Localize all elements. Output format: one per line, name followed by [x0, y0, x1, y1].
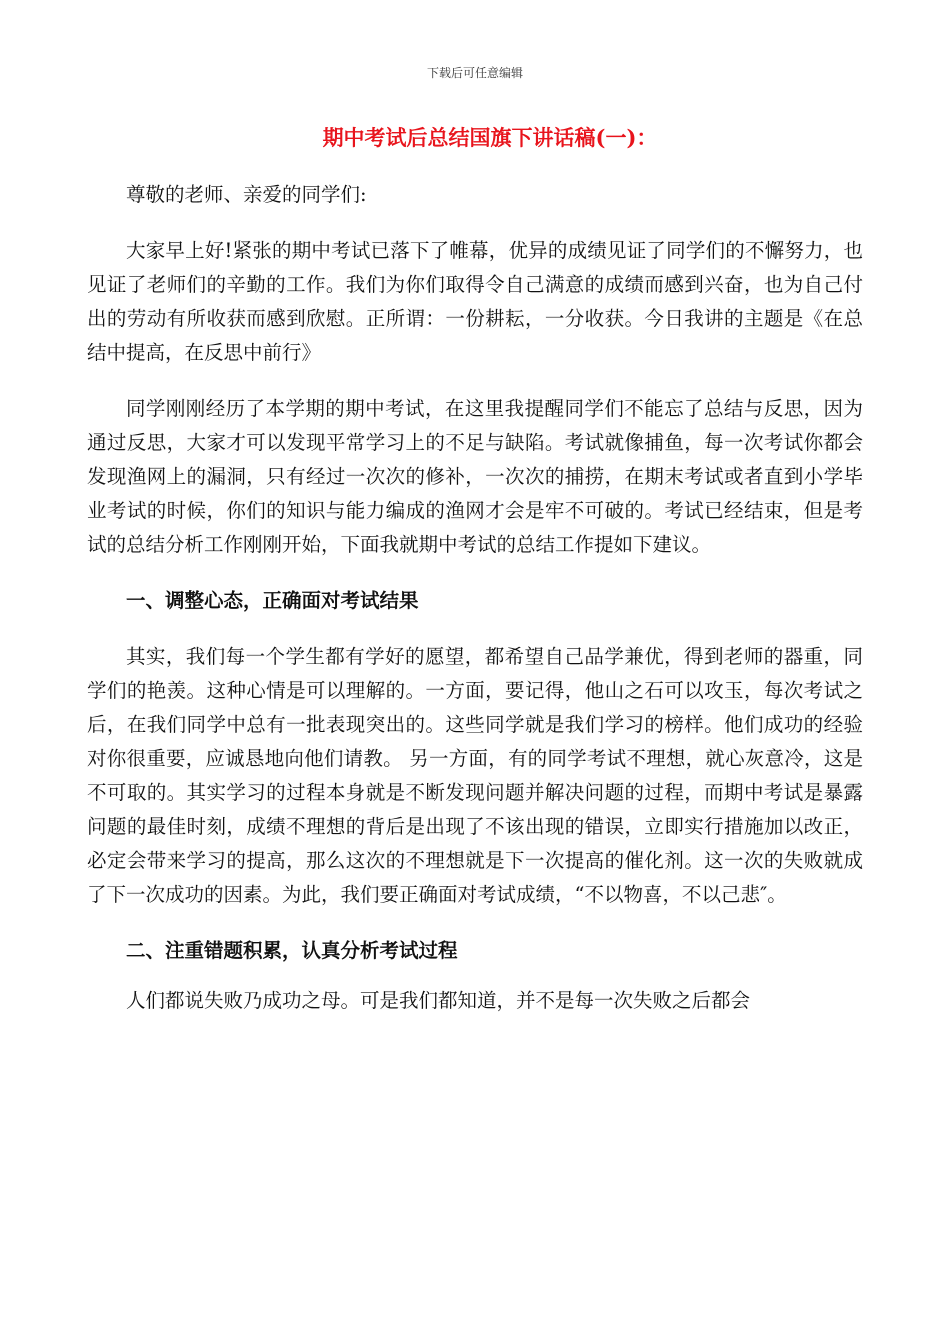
- paragraph-intro: 大家早上好!紧张的期中考试已落下了帷幕，优异的成绩见证了同学们的不懈努力，也见证了老师们的辛勤的工作。我们为你们取得令自己满意的成绩而感到兴奋，也为自己付出的劳动有所收获而感到欣慰。正所谓：一份耕耘，一分收获。今日我讲的主题是《在总结中提高，在反思中前行》: [87, 239, 863, 364]
- greeting: 尊敬的老师、亲爱的同学们:: [126, 183, 367, 206]
- section-heading-2: 二、注重错题积累，认真分析考试过程: [126, 939, 458, 962]
- paragraph-mistakes: 人们都说失败乃成功之母。可是我们都知道，并不是每一次失败之后都会: [126, 989, 751, 1012]
- paragraph-reflection: 同学刚刚经历了本学期的期中考试，在这里我提醒同学们不能忘了总结与反思，因为通过反思，大家才可以发现平常学习上的不足与缺陷。考试就像捕鱼，每一次考试你都会发现渔网上的漏洞，只有经过一次次的修补，一次次的捕捞，在期末考试或者直到小学毕业考试的时候，你们的知识与能力编成的渔网才会是牢不可破的。考试已经结束，但是考试的总结分析工作刚刚开始，下面我就期中考试的总结工作提如下建议。: [87, 397, 863, 556]
- document-title: 期中考试后总结国旗下讲话稿(一)：: [322, 125, 658, 150]
- document-body: [87, 178, 863, 1018]
- paragraph-mindset: 其实，我们每一个学生都有学好的愿望，都希望自己品学兼优，得到老师的器重，同学们的艳羡。这种心情是可以理解的。一方面，要记得，他山之石可以攻玉，每次考试之后，在我们同学中总有一批表现突出的。这些同学就是我们学习的榜样。他们成功的经验对你很重要，应诚恳地向他们请教。 另一方面，有的同学考试不理想，就心灰意冷，这是不可取的。其实学习的过程本身就是不断发现问题并解决问题的过程，而期中考试是暴露问题的最佳时刻，成绩不理想的背后是出现了不该出现的错误，立即实行措施加以改正，必定会带来学习的提高，那么这次的不理想就是下一次提高的催化剂。这一次的失败就成了下一次成功的因素。为此，我们要正确面对考试成绩，“不以物喜，不以己悲″。: [87, 645, 863, 906]
- header-note: 下载后可任意编辑: [426, 66, 523, 80]
- section-heading-1: 一、调整心态，正确面对考试结果: [126, 589, 419, 612]
